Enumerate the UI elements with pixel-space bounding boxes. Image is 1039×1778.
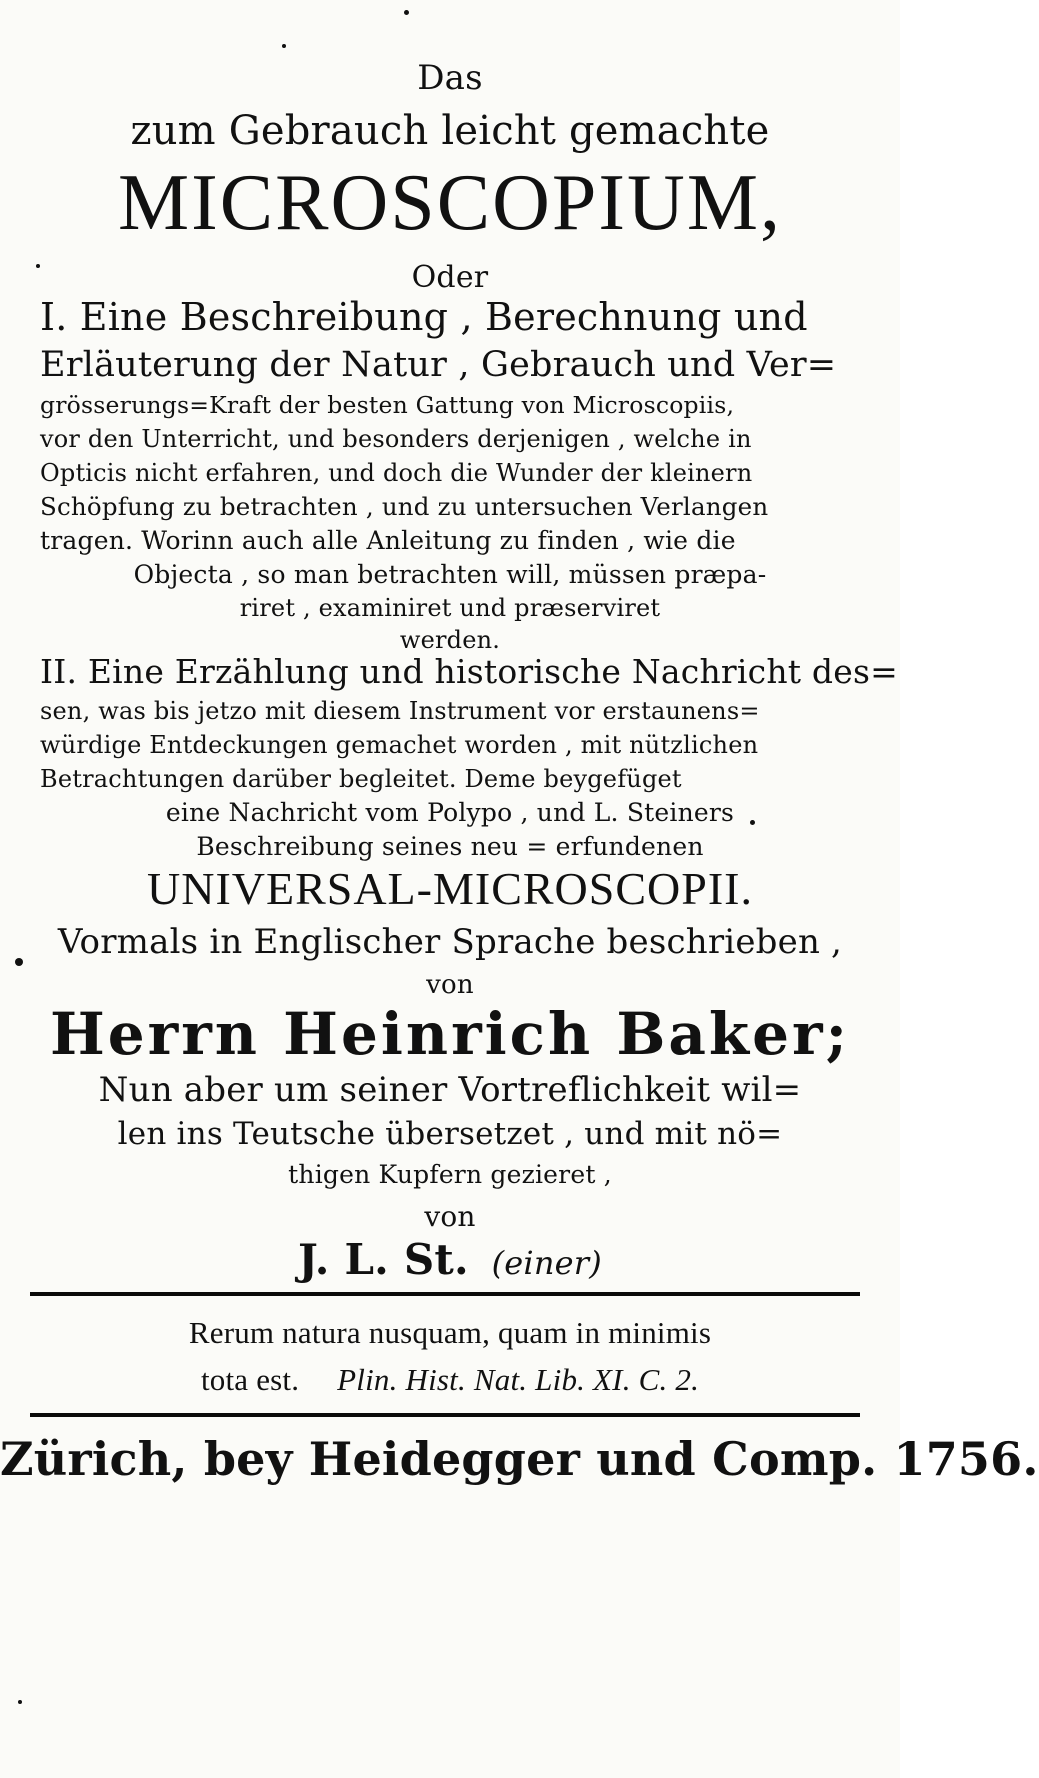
section-one-line: Objecta , so man betrachten will, müssen præpa- — [133, 560, 767, 589]
translation-line: thigen Kupfern gezieret , — [288, 1160, 612, 1189]
section-one-line: Schöpfung zu betrachten , und zu untersuchen Verlangen — [40, 492, 769, 521]
section-one-line: grösserungs=Kraft der besten Gattung von Microscopiis, — [40, 391, 735, 419]
ink-speck — [404, 10, 409, 15]
formerly-english-line: Vormals in Englischer Sprache beschrieben , — [57, 922, 843, 962]
author-name: Herrn Heinrich Baker; — [49, 1000, 850, 1068]
ink-speck — [18, 1700, 22, 1704]
ink-speck — [282, 44, 286, 48]
motto-line-1: Rerum natura nusquam, quam in minimis — [188, 1315, 712, 1350]
motto-citation: Plin. Hist. Nat. Lib. XI. C. 2. — [337, 1362, 700, 1397]
section-two-line: II. Eine Erzählung und historische Nachricht des= — [40, 652, 898, 691]
section-two-line: Betrachtungen darüber begleitet. Deme beygefüget — [40, 765, 682, 793]
universal-microscopii-heading: UNIVERSAL-MICROSCOPII. — [147, 863, 753, 914]
translator-initials: J. L. St. — [297, 1235, 469, 1284]
section-one-line: Erläuterung der Natur , Gebrauch und Ver= — [40, 345, 837, 385]
ink-speck — [750, 820, 755, 825]
heading-subtitle: zum Gebrauch leicht gemachte — [130, 108, 770, 154]
section-one-line: vor den Unterricht, und besonders derjenigen , welche in — [40, 425, 752, 453]
translation-line: len ins Teutsche übersetzet , und mit nö= — [117, 1116, 783, 1152]
section-one-line: werden. — [399, 626, 501, 654]
section-two-line: eine Nachricht vom Polypo , und L. Steiners — [165, 798, 735, 827]
section-one-line: tragen. Worinn auch alle Anleitung zu finden , wie die — [40, 526, 736, 555]
section-two — [40, 650, 898, 864]
ink-speck — [36, 264, 40, 268]
section-one-line: riret , examiniret und præserviret — [239, 594, 661, 622]
main-title: MICROSCOPIUM, — [118, 159, 782, 247]
divider-rule-bottom — [30, 1413, 860, 1417]
translation-line: Nun aber um seiner Vortreflichkeit wil= — [98, 1070, 802, 1110]
motto-line-2 — [0, 1362, 900, 1398]
ink-speck — [15, 958, 23, 966]
von-line-1: von — [426, 970, 474, 1000]
divider-rule-top — [30, 1292, 860, 1296]
handwritten-annotation: (einer) — [491, 1244, 602, 1282]
von-line-2: von — [424, 1200, 476, 1233]
section-one-line: Opticis nicht erfahren, und doch die Wunder der kleinern — [40, 459, 753, 487]
section-two-line: Beschreibung seines neu = erfundenen — [196, 832, 704, 861]
heading-das: Das — [417, 58, 483, 98]
translator-line — [0, 1235, 900, 1284]
heading-oder: Oder — [411, 260, 489, 295]
section-one — [40, 292, 860, 656]
section-two-line: sen, was bis jetzo mit diesem Instrument vor erstaunens= — [40, 697, 760, 725]
section-one-line: I. Eine Beschreibung , Berechnung und — [40, 295, 808, 339]
imprint-line: Zürich, bey Heidegger und Comp. 1756. — [0, 1432, 1039, 1486]
section-two-line: würdige Entdeckungen gemachet worden , mit nützlichen — [40, 731, 759, 759]
motto-text: tota est. — [200, 1362, 300, 1397]
